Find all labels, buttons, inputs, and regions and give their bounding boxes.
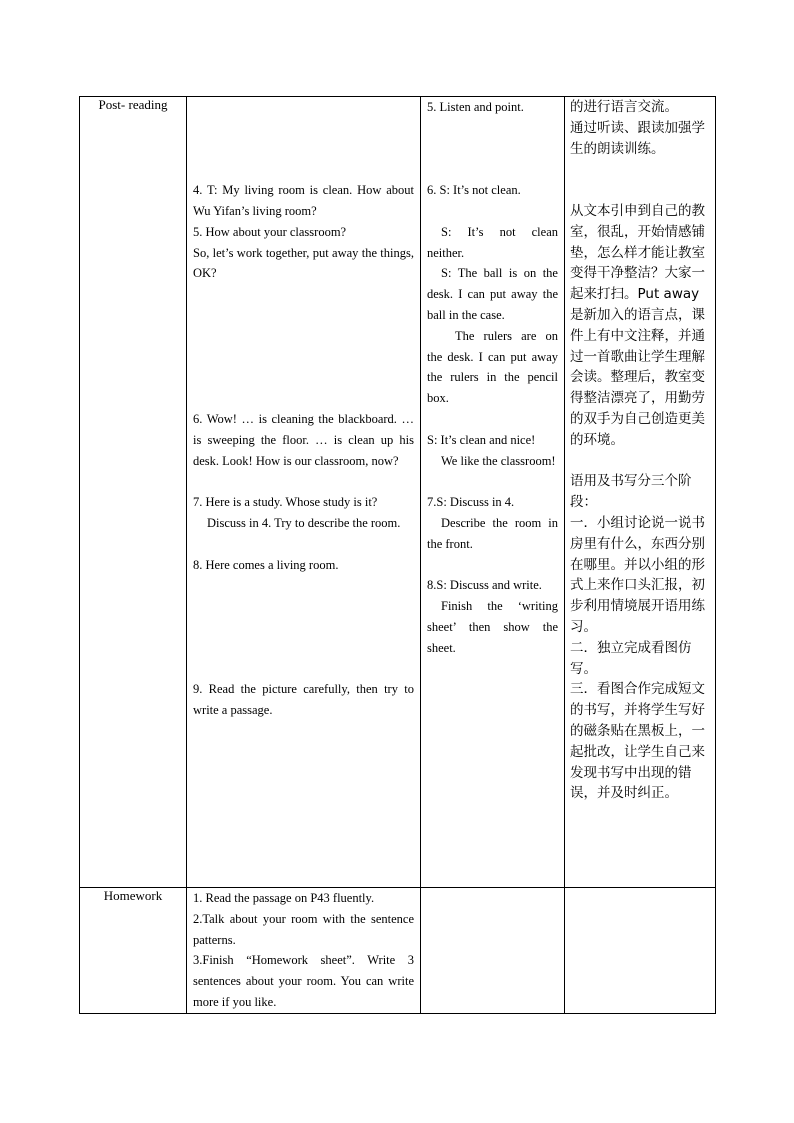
homework-item-1: 1. Read the passage on P43 fluently. bbox=[193, 891, 375, 905]
teacher-step-6: 6. Wow! … is cleaning the blackboard. … is sweeping the floor. … is clean up his desk. Look! How is our classroom, now? bbox=[193, 411, 414, 468]
student-step-6-rulers: The rulers are on the desk. I can put away the rulers in the pencil box. bbox=[427, 328, 558, 406]
homework-purpose-cell bbox=[565, 888, 716, 1014]
teacher-step-9: 9. Read the picture carefully, then try to write a passage. bbox=[193, 682, 414, 718]
student-step-7-detail: Describe the room in the front. bbox=[427, 515, 558, 551]
purpose-stage-2: 二．独立完成看图仿写。 bbox=[570, 639, 692, 677]
student-step-5: 5. Listen and point. bbox=[427, 100, 524, 114]
student-step-8: 8.S: Discuss and write. bbox=[427, 578, 542, 593]
student-step-8-detail: Finish the ‘writing sheet’ then show the sheet. bbox=[427, 599, 558, 655]
homework-row bbox=[80, 888, 716, 1014]
student-step-7: 7.S: Discuss in 4. bbox=[427, 495, 515, 510]
homework-item-2: 2.Talk about your room with the sentence patterns. bbox=[193, 911, 414, 947]
purpose-classroom: 从文本引申到自己的教室，很乱，开始情感铺垫，怎么样才能让教室变得干净整洁？大家一起来打扫。Put away是新加入的语言点，课件上有中文注释，并通过一首歌曲让学生理解会读。整理后，教室变得整洁漂亮了，用勤劳的双手为自己创造更美的环境。 bbox=[570, 202, 705, 448]
student-step-6-clean: S: It’s clean and nice! bbox=[427, 432, 536, 447]
teacher-activities-cell bbox=[187, 97, 421, 888]
purpose-stage-3: 三．看图合作完成短文的书写，并将学生写好的磁条贴在黑板上，一起批改，让学生自己来发现书写中出现的错误，并及时纠正。 bbox=[570, 681, 705, 802]
student-activities-cell bbox=[421, 97, 565, 888]
post-reading-row bbox=[80, 97, 716, 888]
homework-stage-cell bbox=[80, 888, 187, 1014]
teacher-step-5: 5. How about your classroom? bbox=[193, 224, 347, 239]
homework-items-cell bbox=[187, 888, 421, 1014]
purpose-reading: 通过听读、跟读加强学生的朗读训练。 bbox=[570, 119, 705, 157]
purpose-cell bbox=[565, 97, 716, 888]
student-step-6: 6. S: It’s not clean. bbox=[427, 183, 521, 198]
purpose-stages-intro: 语用及书写分三个阶段： bbox=[570, 473, 692, 511]
teacher-step-7: 7. Here is a study. Whose study is it? bbox=[193, 495, 378, 510]
teacher-step-8: 8. Here comes a living room. bbox=[193, 557, 339, 572]
student-step-6-ball: S: The ball is on the desk. I can put away the ball in the case. bbox=[427, 266, 558, 322]
teacher-step-7-detail: Discuss in 4. Try to describe the room. bbox=[207, 515, 401, 530]
purpose-line-1: 的进行语言交流。 bbox=[570, 99, 678, 115]
homework-student-cell bbox=[421, 888, 565, 1014]
homework-item-3: 3.Finish “Homework sheet”. Write 3 sentences about your room. You can write more if you like. bbox=[193, 953, 414, 1009]
student-step-6-neither: S: It’s not clean neither. bbox=[427, 224, 558, 260]
purpose-stage-1: 一．小组讨论说一说书房里有什么，东西分别在哪里。并以小组的形式上来作口头汇报，初步利用情境展开语用练习。 bbox=[570, 514, 705, 635]
teacher-step-4: 4. T: My living room is clean. How about Wu Yifan’s living room? bbox=[193, 183, 414, 218]
teacher-step-5-detail: So, let’s work together, put away the things, OK? bbox=[193, 245, 414, 281]
stage-label: Post- reading bbox=[98, 97, 168, 112]
stage-cell bbox=[80, 97, 187, 888]
homework-label: Homework bbox=[103, 888, 163, 903]
lesson-plan-table bbox=[79, 96, 716, 1014]
student-step-6-like: We like the classroom! bbox=[441, 453, 556, 468]
